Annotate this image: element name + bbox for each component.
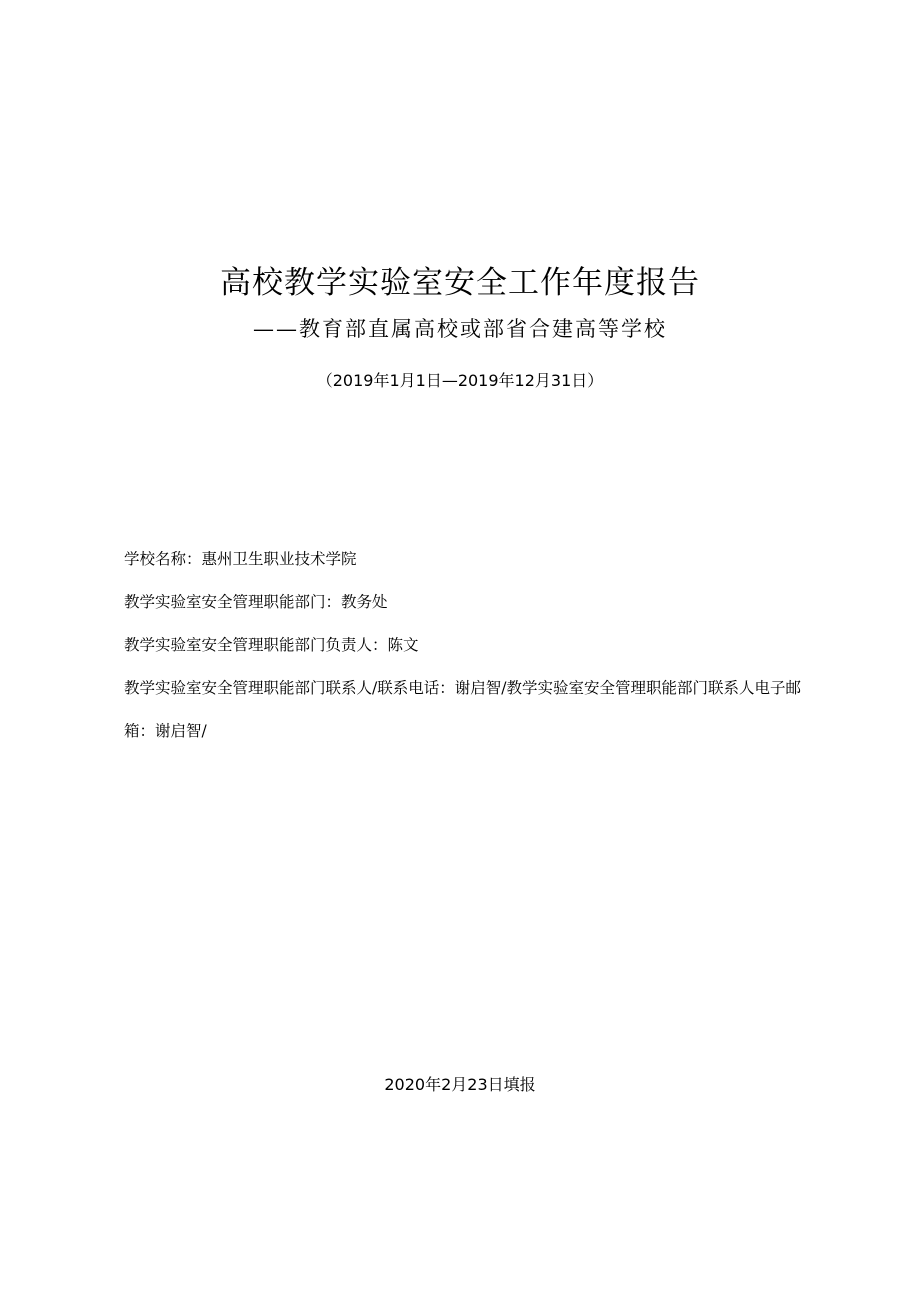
report-title: 高校教学实验室安全工作年度报告 (220, 264, 700, 301)
info-value: 谢启智/ (155, 722, 207, 740)
info-safety-department (124, 581, 804, 624)
info-label: 学校名称： (124, 550, 202, 568)
info-label: 教学实验室安全管理职能部门联系人/联系电话： (124, 679, 455, 697)
report-subtitle: ——教育部直属高校或部省合建高等学校 (253, 317, 667, 341)
info-value: 惠州卫生职业技术学院 (201, 550, 357, 568)
info-value: 教务处 (341, 593, 388, 611)
info-department-head (124, 624, 804, 667)
report-period: （2019年1月1日—2019年12月31日） (316, 371, 604, 390)
info-label: 教学实验室安全管理职能部门负责人： (124, 636, 388, 654)
info-value: 陈文 (387, 636, 419, 654)
school-info-list (124, 538, 804, 753)
info-label: 教学实验室安全管理职能部门： (124, 593, 342, 611)
fill-date: 2020年2月23日填报 (384, 1075, 536, 1094)
info-value: 谢启智/ (454, 679, 507, 697)
info-label: 教学实验室安全管理职能部门联系人电子邮箱： (124, 679, 801, 740)
info-contact-phone (124, 667, 804, 753)
info-school-name (124, 538, 804, 581)
